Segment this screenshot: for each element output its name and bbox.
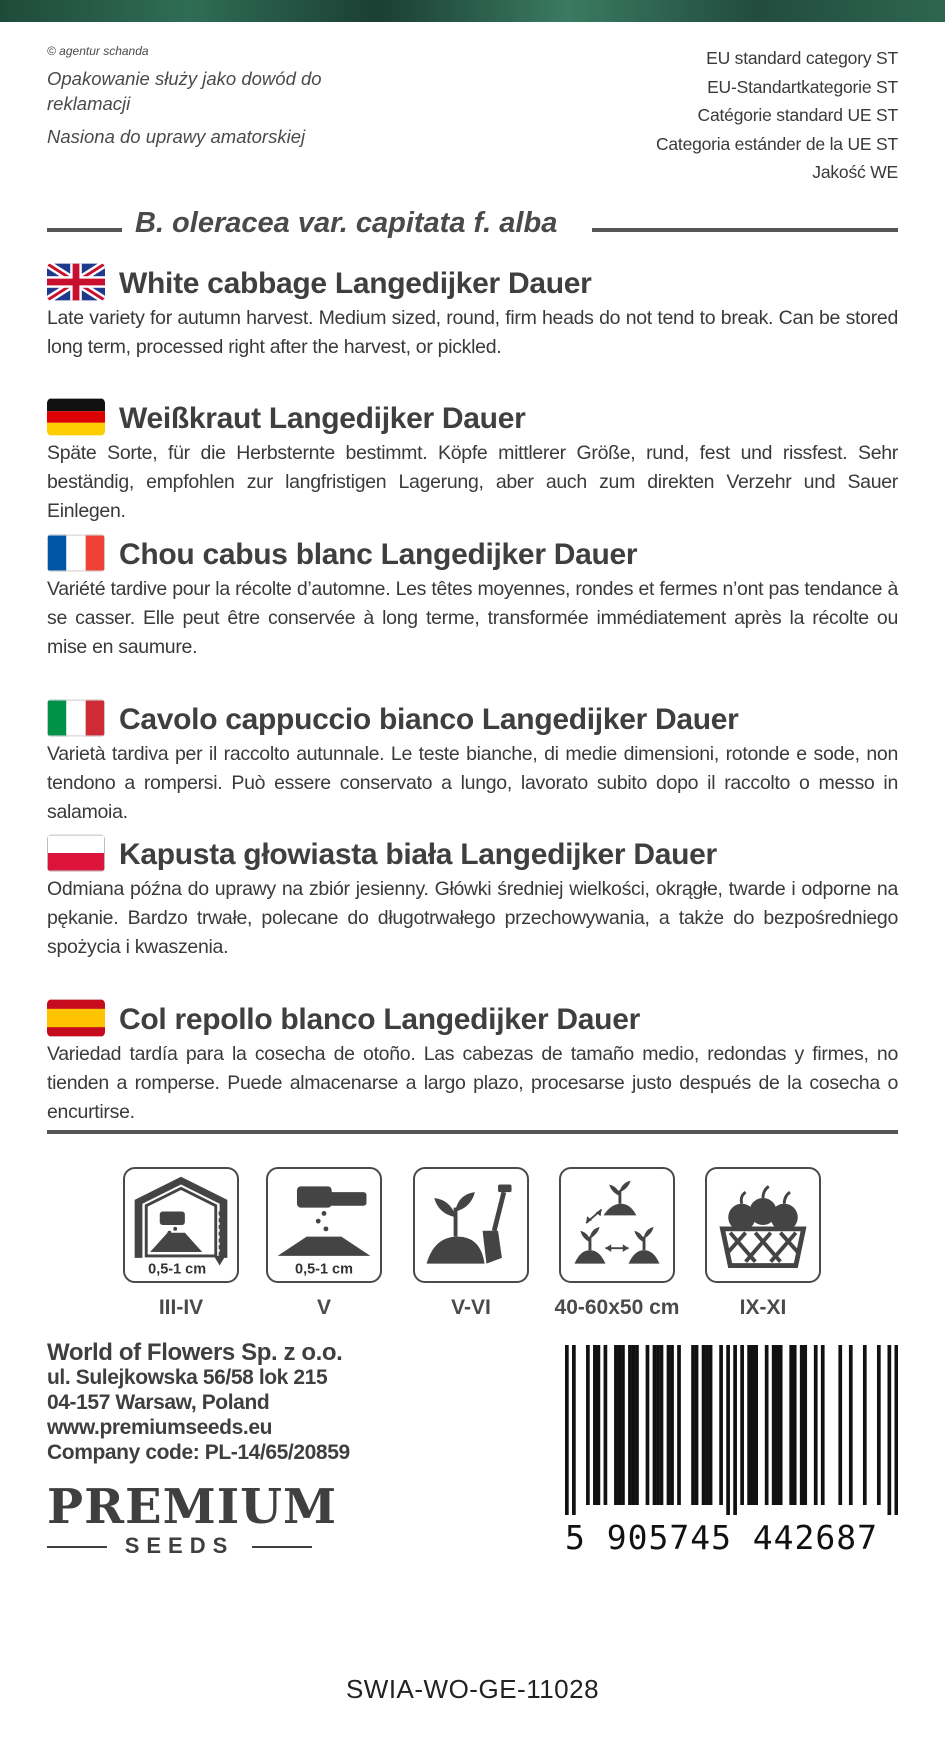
section-it [47,699,898,827]
barcode-bar [670,1345,674,1505]
france-flag-icon [47,534,105,572]
barcode-bar [572,1345,576,1515]
category-pl: Jakość WE [812,162,898,182]
barcode-bar [660,1345,664,1505]
section-fr [47,534,898,662]
barcode-bar [667,1345,671,1505]
company-info [47,1340,350,1465]
company-address-city: 04-157 Warsaw, Poland [47,1391,270,1414]
section-en [47,263,898,362]
barcode-bar [705,1345,709,1505]
barcode-bar [793,1345,797,1505]
barcode-bar [877,1345,881,1505]
section-title: Chou cabus blanc Langedijker Dauer [119,538,638,571]
sowing-field-months: V [316,1296,331,1319]
packet-notes [47,44,367,157]
company-address-street: ul. Sulejkowska 56/58 lok 215 [47,1366,328,1389]
barcode-bar [894,1345,898,1515]
barcode-bar [765,1345,769,1505]
divider [592,228,898,232]
latin-name: B. oleracea var. capitata f. alba [135,207,558,239]
germany-flag-icon [47,398,105,436]
section-text: Late variety for autumn harvest. Medium sized, round, firm heads do not tend to break. Can be stored long term, processed right after the harvest, or pickled. [47,307,898,358]
eu-categories [656,44,898,187]
harvest-months: IX-XI [739,1296,787,1319]
barcode-bar [677,1345,681,1505]
barcode-bar [628,1345,632,1505]
uk-flag-icon [47,263,105,301]
premium-seeds-logo [47,1479,338,1559]
barcode-bar [775,1345,779,1505]
barcode-bar [614,1345,618,1505]
category-fr: Catégorie standard UE ST [697,105,898,125]
italy-flag-icon [47,699,105,737]
sowing-greenhouse-months: III-IV [158,1296,204,1319]
company-website: www.premiumseeds.eu [47,1416,273,1439]
sowing-depth: 0,5-1 cm [148,1261,207,1278]
section-title: Kapusta głowiasta biała Langedijker Dauer [119,838,717,871]
barcode-bar [849,1345,853,1505]
barcode-bar [604,1345,608,1505]
spacing-value: 40-60x50 cm [554,1296,680,1319]
barcode-bar [779,1345,783,1505]
planting-months: V-VI [451,1296,491,1319]
amateur-note: Nasiona do uprawy amatorskiej [47,126,306,147]
barcode-bar [695,1345,699,1505]
section-pl [47,834,898,962]
barcode-bar [586,1345,590,1505]
section-de [47,398,898,526]
barcode-bar [789,1345,793,1505]
barcode-bar [691,1345,695,1505]
logo-premium: PREMIUM [47,1479,338,1535]
barcode-bar [726,1345,730,1515]
section-text: Odmiana późna do uprawy na zbiór jesienny. Główki średniej wielkości, okrągłe, twarde i odporne na pękanie. Bardzo trwałe, polecane do długotrwałego przechowywania, a także do bezpośredniego spożycia i kwaszenia. [47,878,898,958]
latin-name-row [47,207,898,247]
barcode-bar [740,1345,744,1505]
cabbage-photo-strip [0,0,945,22]
barcode-bar [747,1345,751,1505]
barcode-bar [646,1345,650,1505]
company-code: Company code: PL-14/65/20859 [47,1441,350,1464]
divider [47,1130,898,1134]
section-title: White cabbage Langedijker Dauer [119,267,592,300]
barcode-bar [653,1345,657,1505]
product-code: SWIA-WO-GE-11028 [345,1674,600,1704]
section-text: Späte Sorte, für die Herbsternte bestimmt. Köpfe mittlerer Größe, rund, fest und rissfest. Sehr beständig, empfohlen zur langfristigen Lagerung, aber auch zum direkten Verzehr und Sauer Einlegen. [47,442,898,522]
poland-flag-icon [47,834,105,872]
barcode-bar [838,1345,842,1505]
barcode-bar [719,1345,723,1505]
barcode-bar [709,1345,713,1505]
barcode-bar [800,1345,804,1505]
barcode-bar [565,1345,569,1515]
copyright: © agentur schanda [47,44,149,58]
greenhouse-sowing-icon [123,1167,239,1283]
section-text: Varietà tardiva per il raccolto autunnale. Le teste bianche, di medie dimensioni, rotonde e sode, non tendono a rompersi. Può essere conservato a lungo, lavorato subito dopo il raccolto o messo in salamoia. [47,743,898,823]
section-text: Variété tardive pour la récolte d’automne. Les têtes moyennes, rondes et fermes n’ont pas tendance à se casser. Elle peut être conservée à long terme, transformée immédiatement après la récolte ou mise en saumure. [47,578,898,658]
barcode-digits: 5 905745 442687 [565,1518,879,1557]
barcode-bar [772,1345,776,1505]
barcode-bar [593,1345,597,1505]
barcode-bar [618,1345,622,1505]
barcode-bar [814,1345,818,1505]
barcode-bar [635,1345,639,1505]
barcode-bar [754,1345,758,1505]
barcode-bar [887,1345,891,1515]
barcode [565,1345,898,1515]
harvest-basket-icon [705,1167,821,1283]
sowing-depth: 0,5-1 cm [295,1261,353,1278]
plant-spacing-icon [559,1167,675,1283]
category-de: EU-Standartkategorie ST [707,76,898,97]
barcode-bar [751,1345,755,1505]
barcode-bar [621,1345,625,1505]
section-text: Variedad tardía para la cosecha de otoño. Las cabezas de tamaño medio, redondas y firmes, no tienden a romperse. Puede almacenarse a largo plazo, procesarse justo después de la cosecha o encurtirse. [47,1043,898,1123]
barcode-bar [702,1345,706,1505]
spain-flag-icon [47,999,105,1037]
company-name: World of Flowers Sp. z o.o. [47,1339,343,1366]
barcode-bar [821,1345,825,1505]
barcode-bar [597,1345,601,1505]
barcode-bar [803,1345,807,1505]
open-field-sowing-icon [266,1167,382,1283]
logo-seeds: SEEDS [124,1533,235,1558]
barcode-bar [632,1345,636,1505]
section-title: Weißkraut Langedijker Dauer [119,402,526,435]
barcode-bar [863,1345,867,1505]
section-es [47,999,898,1127]
divider [47,228,122,232]
barcode-bar [733,1345,737,1515]
planting-icon [413,1167,529,1283]
section-title: Col repollo blanco Langedijker Dauer [119,1003,640,1036]
barcode-bar [656,1345,660,1505]
category-es: Categoria estánder de la UE ST [655,133,898,154]
category-en: EU standard category ST [706,48,898,68]
section-title: Cavolo cappuccio bianco Langedijker Dauer [119,703,739,736]
complaint-note: Opakowanie służy jako dowód do reklamacji [47,68,322,114]
